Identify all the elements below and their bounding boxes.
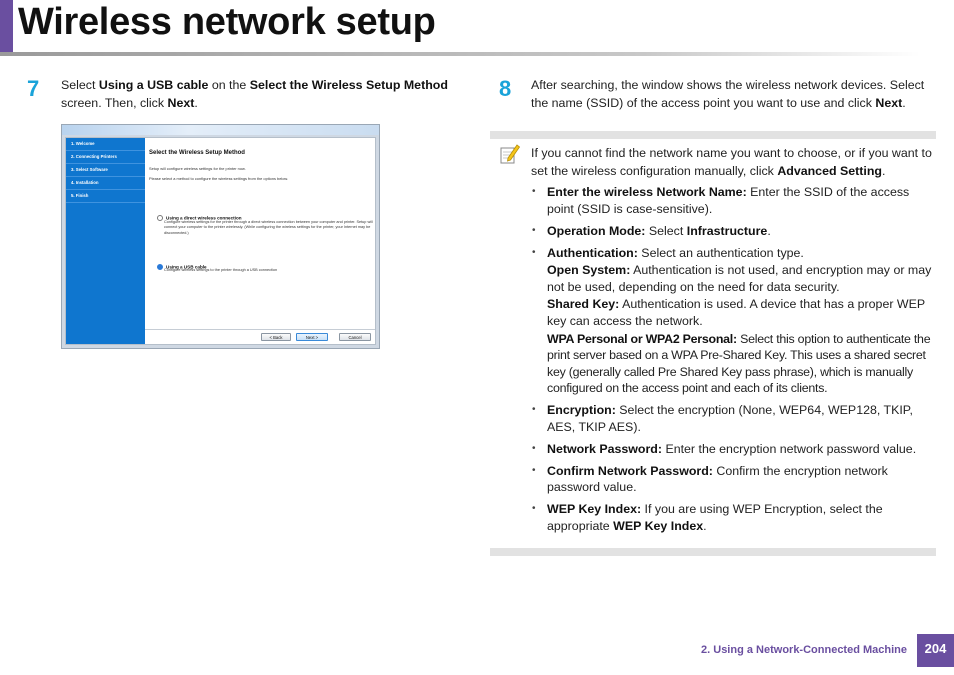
list-item: • Network Password: Enter the encryption network password value. [531,441,937,458]
nav-item-installation: 4. Installation [66,177,145,190]
screenshot-button-divider [145,329,375,330]
note-pencil-icon [500,143,520,165]
nav-item-select-software: 3. Select Software [66,164,145,177]
note-bottom-band [490,548,936,556]
setup-description [149,166,379,182]
option-direct-wireless-desc: Configure wireless settings for the printer through a direct wireless connection between your computer and printer. Setup will connect your computer to the printer wirelessly. (While configuring the wireless settings for the printer, your Internet may be disconnected.) [164,220,373,235]
note-top-band [490,131,936,139]
next-button[interactable]: Next > [296,333,328,341]
option-usb-cable-desc: Configure wireless settings to the printer through a USB connection [164,268,278,272]
screenshot-window [65,137,376,345]
radio-checked-icon[interactable] [157,264,163,270]
nav-item-connecting-printers: 2. Connecting Printers [66,151,145,164]
list-item: • Confirm Network Password: Confirm the encryption network password value. [531,463,937,496]
list-item: • Encryption: Select the encryption (None, WEP64, WEP128, TKIP, AES, TKIP AES). [531,402,937,435]
title-accent-bar [0,0,13,52]
page-title: Wireless network setup [18,1,436,43]
nav-item-finish: 5. Finish [66,190,145,203]
setup-desc-line-2: Please select a method to configure the wireless settings from the options below. [149,176,289,181]
step-number-8: 8 [499,76,512,101]
step-7-text: Select Using a USB cable on the Select the Wireless Setup Method screen. Then, click Next. [61,78,448,110]
setup-steps-nav [66,138,145,344]
title-divider [0,52,920,56]
auth-open-system: Open System: Authentication is not used, and encryption may or may not be used, depending on the need for data security. [547,263,932,294]
list-item: • Enter the wireless Network Name: Enter the SSID of the access point (SSID is case-sensitive). [531,184,937,217]
setup-main-panel [145,138,375,344]
step-number-7: 7 [27,76,40,101]
option-direct-wireless[interactable]: Using a direct wireless connection [157,209,242,227]
footer-section-link[interactable]: 2. Using a Network-Connected Machine [701,644,907,656]
list-item: • Operation Mode: Select Infrastructure. [531,223,937,240]
auth-wpa-personal: WPA Personal or WPA2 Personal: Select this option to authenticate the print server based on a WPA Pre-Shared Key. This uses a shared secret key (generally called Pre Shared Key pass phrase), which is manually configured on the access point and each of its clients. [547,331,931,396]
option-usb-cable[interactable]: Using a USB cable [157,258,207,276]
step-8-text: After searching, the window shows the wireless network devices. Select the name (SSID) of the access point you want to use and click Next. [531,78,925,110]
auth-shared-key: Shared Key: Authentication is used. A device that has a proper WEP key can access the network. [547,297,925,328]
setup-screenshot [61,124,380,349]
note-intro: If you cannot find the network name you want to choose, or if you want to set the wireless configuration manually, click Advanced Setting. [531,146,932,178]
radio-unchecked-icon[interactable] [157,215,163,221]
list-item: • Authentication: Select an authentication type. Open System: Authentication is not used, and encryption may or may not be used, depending on the need for data security. Shared Key: Authentication is used. A device that has a proper WEP key can access the network. WPA Personal or WPA2 Personal: Select this option to authenticate the print server based on a WPA Pre-Shared Key. This uses a shared secret key (generally called Pre Shared Key pass phrase), which is manually configured on the access point and each of its clients. [531,245,937,397]
nav-item-welcome: 1. Welcome [66,138,145,151]
cancel-button[interactable]: Cancel [339,333,371,341]
list-item: • WEP Key Index: If you are using WEP Encryption, select the appropriate WEP Key Index. [531,501,937,534]
page-number: 204 [917,634,954,667]
note-bullet-list [531,184,937,540]
setup-heading: Select the Wireless Setup Method [149,150,245,156]
back-button[interactable]: < Back [261,333,291,341]
setup-desc-line-1: Setup will configure wireless settings for the printer now. [149,166,246,171]
screenshot-titlebar [62,125,379,135]
